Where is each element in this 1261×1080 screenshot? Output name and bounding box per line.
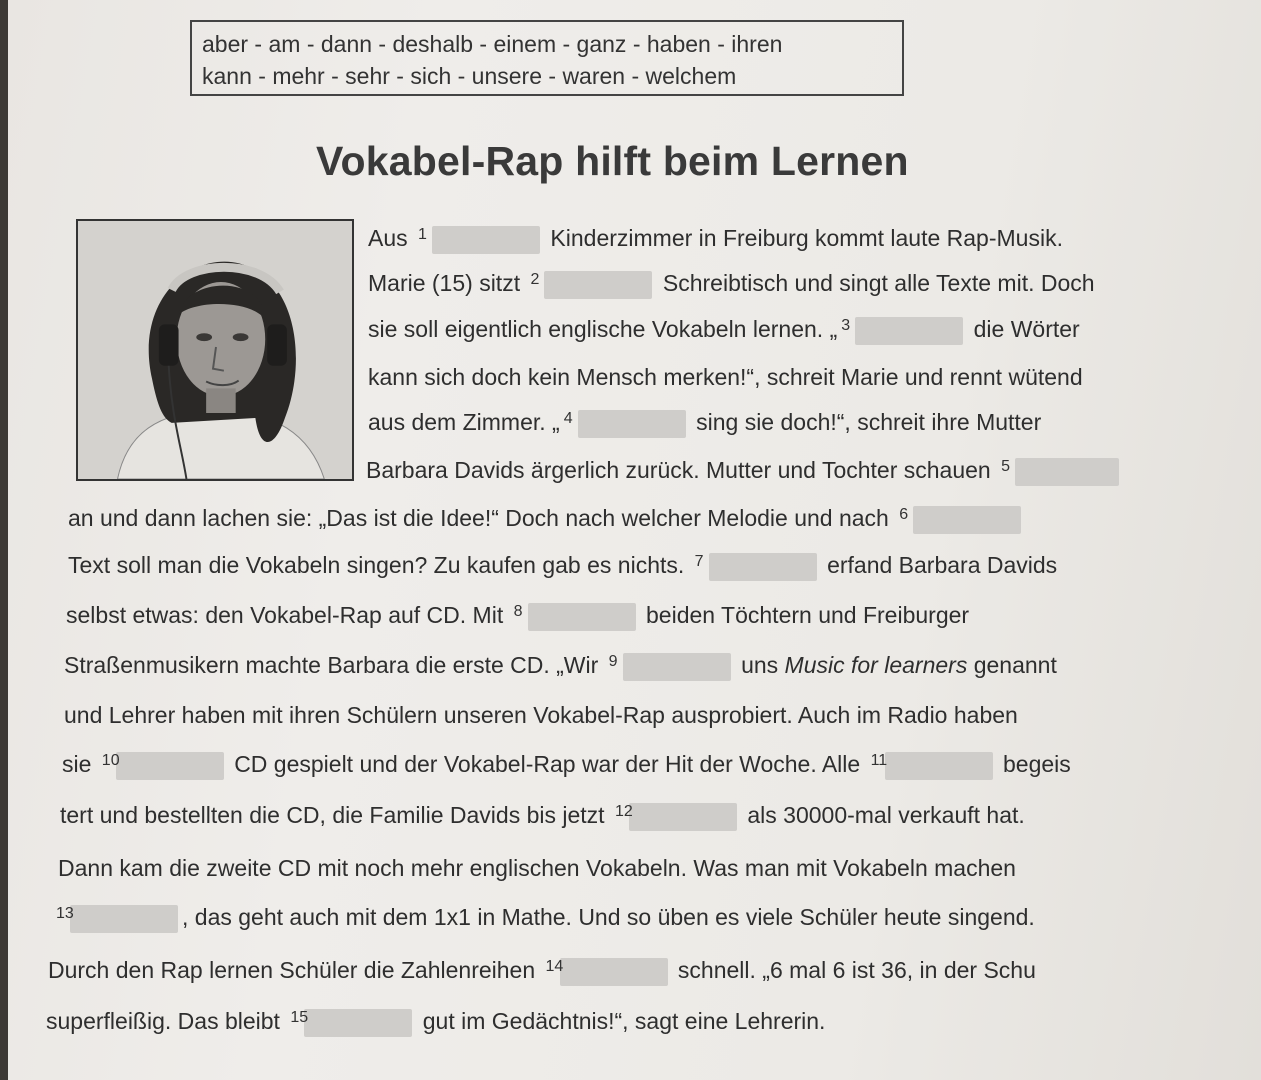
text-line-14: Dann kam die zweite CD mit noch mehr englischen Vokabeln. Was man mit Vokabeln machen <box>58 855 1016 881</box>
text-segment: selbst etwas: den Vokabel-Rap auf CD. Mit <box>66 602 504 628</box>
text-segment: Marie (15) sitzt <box>368 270 521 296</box>
gap-number: 2 <box>530 270 540 288</box>
text-segment: gut im Gedächtnis!“, sagt eine Lehrerin. <box>422 1008 826 1034</box>
gap-3[interactable] <box>841 317 963 345</box>
gap-4[interactable] <box>564 410 686 438</box>
word-bank-box <box>190 20 904 96</box>
gap-number: 4 <box>563 409 573 427</box>
gap-number: 6 <box>899 505 909 523</box>
text-segment: sie soll eigentlich englische Vokabeln lernen. „ <box>368 316 838 342</box>
text-line-9 <box>66 600 969 631</box>
text-line-11: und Lehrer haben mit ihren Schülern unseren Vokabel-Rap ausprobiert. Auch im Radio haben <box>64 702 1018 728</box>
text-line-4: kann sich doch kein Mensch merken!“, schreit Marie und rennt wütend <box>368 364 1083 390</box>
text-segment: Kinderzimmer in Freiburg kommt laute Rap-Musik. <box>550 225 1063 251</box>
text-segment: Durch den Rap lernen Schüler die Zahlenreihen <box>48 957 536 983</box>
gap-12[interactable] <box>615 803 737 831</box>
gap-number: 3 <box>841 316 851 334</box>
text-segment: Straßenmusikern machte Barbara die erste CD. „Wir <box>64 652 599 678</box>
text-line-5 <box>368 407 1041 438</box>
text-segment: Barbara Davids ärgerlich zurück. Mutter und Tochter schauen <box>366 457 991 483</box>
text-segment: Aus <box>368 225 408 251</box>
text-segment: sie <box>62 751 92 777</box>
gap-7[interactable] <box>695 553 817 581</box>
text-segment: uns <box>741 652 779 678</box>
gap-8[interactable] <box>514 603 636 631</box>
text-segment: Text soll man die Vokabeln singen? Zu kaufen gab es nichts. <box>68 552 685 578</box>
text-line-3 <box>368 314 1080 345</box>
text-line-12 <box>62 749 1071 780</box>
gap-5[interactable] <box>1001 458 1119 486</box>
photo-illustration <box>78 221 352 479</box>
text-segment: aus dem Zimmer. „ <box>368 409 560 435</box>
gap-number: 14 <box>545 957 564 975</box>
girl-with-headphones-photo <box>76 219 354 481</box>
gap-13[interactable] <box>56 905 178 933</box>
text-line-16 <box>48 955 1036 986</box>
text-line-8 <box>68 550 1057 581</box>
text-line-17 <box>46 1006 825 1037</box>
text-segment: schnell. „6 mal 6 ist 36, in der Schu <box>677 957 1036 983</box>
text-segment: genannt <box>973 652 1057 678</box>
text-segment: die Wörter <box>973 316 1080 342</box>
text-line-13 <box>60 800 1025 831</box>
gap-number: 13 <box>56 904 74 922</box>
gap-number: 5 <box>1001 457 1011 475</box>
gap-number: 15 <box>290 1008 309 1026</box>
text-segment: CD gespielt und der Vokabel-Rap war der Hit der Woche. Alle <box>234 751 861 777</box>
text-line-10 <box>64 650 1057 681</box>
text-segment: an und dann lachen sie: „Das ist die Idee!“ Doch nach welcher Melodie und nach <box>68 505 889 531</box>
page-title: Vokabel-Rap hilft beim Lernen <box>316 138 909 184</box>
text-segment: , das geht auch mit dem 1x1 in Mathe. Und so üben es viele Schüler heute singend. <box>182 904 1035 930</box>
text-segment: tert und bestellten die CD, die Familie Davids bis jetzt <box>60 802 605 828</box>
gap-11[interactable] <box>871 752 993 780</box>
word-bank-line-1: aber - am - dann - deshalb - einem - ganz - haben - ihren <box>202 31 783 57</box>
text-segment: beiden Töchtern und Freiburger <box>646 602 970 628</box>
text-segment: als 30000-mal verkauft hat. <box>747 802 1025 828</box>
gap-number: 9 <box>608 652 618 670</box>
gap-6[interactable] <box>899 506 1021 534</box>
text-segment: Schreibtisch und singt alle Texte mit. Doch <box>662 270 1095 296</box>
gap-1[interactable] <box>418 226 540 254</box>
gap-number: 8 <box>513 602 523 620</box>
gap-9[interactable] <box>609 653 731 681</box>
text-line-2 <box>368 268 1095 299</box>
gap-2[interactable] <box>530 271 652 299</box>
text-line-7 <box>68 503 1025 534</box>
text-segment: superfleißig. Das bleibt <box>46 1008 280 1034</box>
italic-title: Music for learners <box>784 652 968 678</box>
gap-number: 1 <box>418 225 427 243</box>
text-segment: erfand Barbara Davids <box>827 552 1058 578</box>
gap-number: 11 <box>870 751 888 769</box>
gap-15[interactable] <box>290 1009 412 1037</box>
gap-10[interactable] <box>102 752 224 780</box>
gap-number: 7 <box>694 552 704 570</box>
text-line-15 <box>56 902 1035 933</box>
text-segment: sing sie doch!“, schreit ihre Mutter <box>696 409 1042 435</box>
worksheet-page <box>8 0 1261 1080</box>
gap-number: 10 <box>101 751 120 769</box>
text-line-6 <box>366 455 1123 486</box>
text-line-1 <box>368 223 1063 254</box>
word-bank-line-2: kann - mehr - sehr - sich - unsere - waren - welchem <box>202 63 737 89</box>
gap-14[interactable] <box>546 958 668 986</box>
gap-number: 12 <box>614 802 633 820</box>
text-segment: begeis <box>1002 751 1071 777</box>
